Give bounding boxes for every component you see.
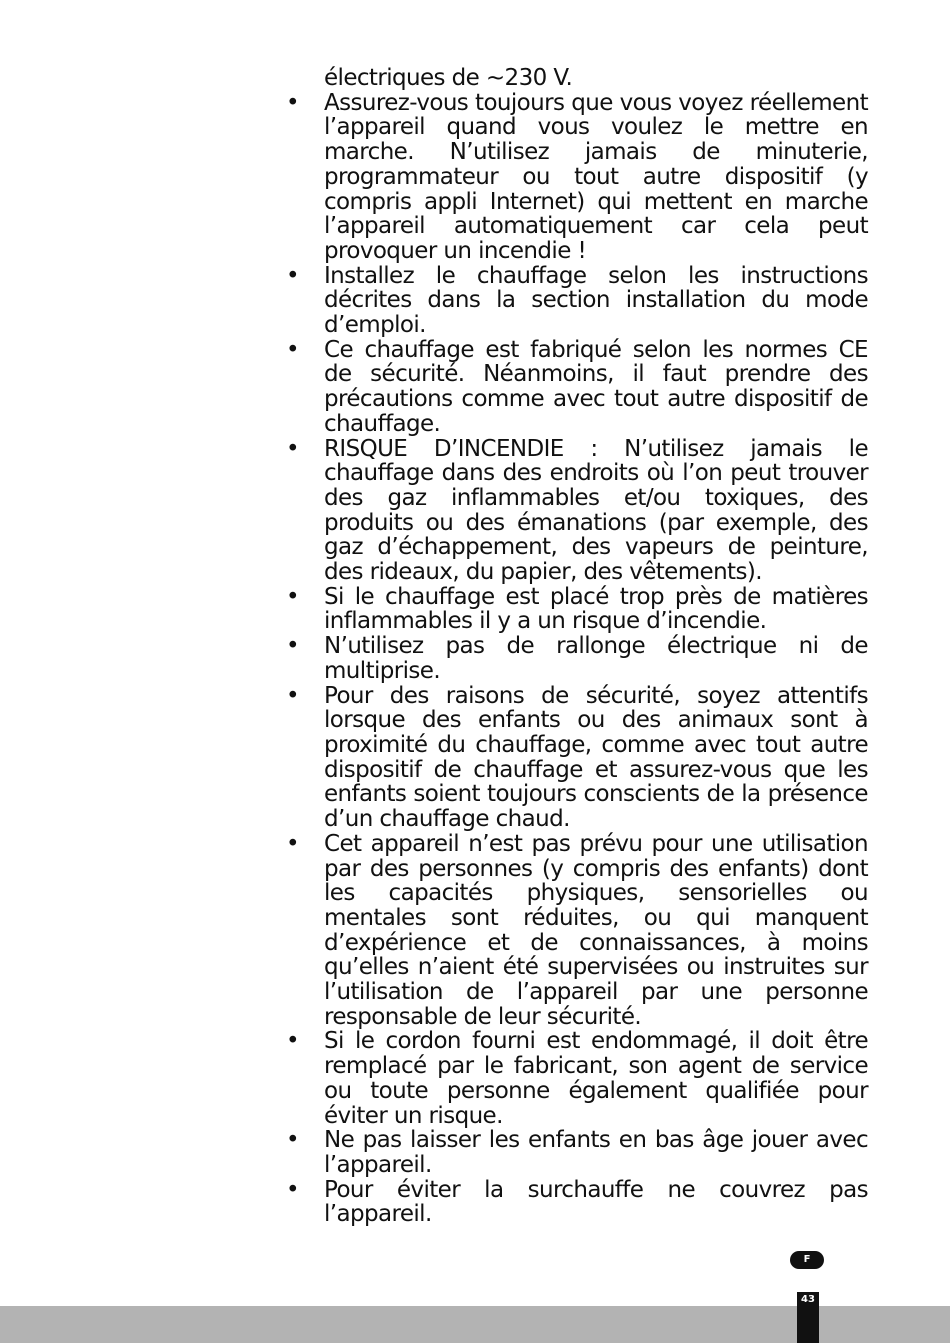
bullet-dot: • [286, 1176, 299, 1203]
bullet-dot: • [286, 830, 299, 857]
bullet-dot: • [286, 89, 299, 116]
bullet-text: RISQUE D’INCENDIE : N’utilisez jamais le chauffage dans des endroits où l’on peut trouver des gaz inflammables et/ou toxiques, des produits ou des émanations (par exemple, des gaz d’échappement, des vapeurs de peinture, des rideaux, du papier, des vêtements). [324, 435, 868, 586]
bullet-item [284, 264, 868, 338]
bullet-dot: • [286, 1028, 299, 1055]
bullet-text: Si le cordon fourni est endommagé, il doit être remplacé par le fabricant, son agent de service ou toute personne également qualifiée pour éviter un risque. [324, 1028, 868, 1129]
bullet-item [284, 338, 868, 437]
safety-bullet-list [284, 91, 868, 1227]
bullet-text: Pour éviter la surchauffe ne couvrez pas l’appareil. [324, 1176, 868, 1228]
bullet-item [284, 1029, 868, 1128]
bullet-dot: • [286, 435, 299, 462]
bullet-item [284, 1128, 868, 1177]
bullet-text: Ne pas laisser les enfants en bas âge jouer avec l’appareil. [324, 1127, 868, 1178]
bullet-item [284, 832, 868, 1030]
bullet-dot: • [286, 262, 299, 289]
bullet-item [284, 634, 868, 683]
bullet-item [284, 585, 868, 634]
bullet-item [284, 684, 868, 832]
bullet-item [284, 437, 868, 585]
bullet-text: Assurez-vous toujours que vous voyez réellement l’appareil quand vous voulez le mettre en marche. N’utilisez jamais de minuterie, programmateur ou tout autre dispositif (y compris appli Internet) qui mettent en marche l’appareil automatiquement car cela peut provoquer un incendie ! [324, 89, 868, 264]
bullet-text: Ce chauffage est fabriqué selon les normes CE de sécurité. Néanmoins, il faut prendre des précautions comme avec tout autre dispositif de chauffage. [324, 336, 868, 437]
bullet-text: Cet appareil n’est pas prévu pour une utilisation par des personnes (y compris des enfants) dont les capacités physiques, sensorielles ou mentales sont réduites, ou qui manquent d’expérience et de connaissances, à moins qu’elles n’aient été supervisées ou instruites sur l’utilisation de l’appareil par une personne responsable de leur sécurité. [324, 830, 868, 1030]
bullet-dot: • [286, 336, 299, 363]
bullet-item [284, 91, 868, 264]
bullet-dot: • [286, 583, 299, 610]
bullet-item [284, 1178, 868, 1227]
bullet-text: Si le chauffage est placé trop près de matières inflammables il y a un risque d’incendie. [324, 583, 868, 635]
bullet-text: N’utilisez pas de rallonge électrique ni de multiprise. [324, 633, 868, 684]
main-text [284, 66, 868, 1227]
bullet-dot: • [286, 682, 299, 709]
bullet-dot: • [286, 633, 299, 660]
intro-continuation: électriques de ~230 V. [324, 65, 573, 91]
bullet-text: Pour des raisons de sécurité, soyez attentifs lorsque des enfants ou des animaux sont à proximité du chauffage, comme avec tout autre dispositif de chauffage et assurez-vous que les enfants soient toujours conscients de la présence d’un chauffage chaud. [324, 682, 868, 833]
bullet-text: Installez le chauffage selon les instructions décrites dans la section installation du mode d’emploi. [324, 262, 868, 339]
page-number: 43 [801, 1294, 815, 1305]
language-badge: F [790, 1251, 824, 1269]
bullet-dot: • [286, 1127, 299, 1154]
